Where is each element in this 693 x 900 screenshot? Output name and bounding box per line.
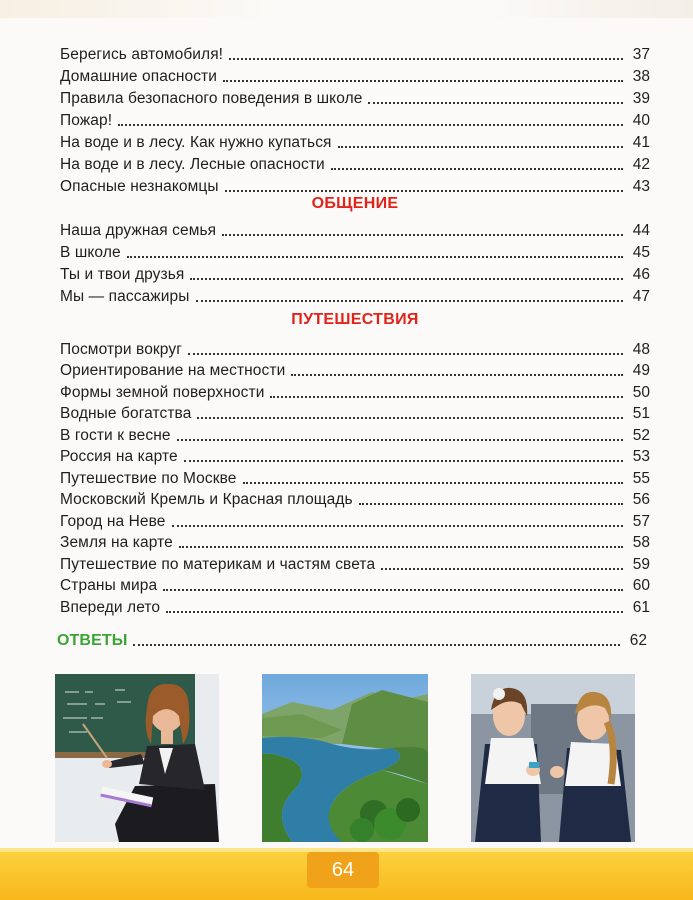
toc-item-page: 44 [632,222,650,239]
leader-dots [225,189,623,192]
toc-item[interactable] [60,42,650,64]
toc-item-title: Домашние опасности [60,68,218,85]
leader-dots [368,101,623,104]
leader-dots [331,167,623,170]
toc-item-title: Наша дружная семья [60,222,217,239]
toc-item-page: 59 [632,556,650,573]
toc-item[interactable] [60,530,650,552]
toc-item-page: 38 [632,68,650,85]
leader-dots [163,588,623,591]
toc-item-page: 42 [632,156,650,173]
leader-dots [197,416,623,419]
toc-item-page: 61 [632,599,650,616]
leader-dots [179,545,623,548]
toc-item-page: 58 [632,534,650,551]
toc-item-page: 43 [632,178,650,195]
toc-item-title: Правила безопасного поведения в школе [60,90,363,107]
leader-dots [223,79,623,82]
toc-item-title: Формы земной поверхности [60,384,265,401]
leader-dots [381,567,623,570]
toc-item[interactable] [60,401,650,423]
toc-item[interactable] [60,218,650,240]
toc-item-title: Страны мира [60,577,158,594]
leader-dots [172,524,623,527]
leader-dots [166,610,623,613]
toc-item-page: 46 [632,266,650,283]
leader-dots [177,438,623,441]
toc-item[interactable] [60,240,650,262]
schoolgirls-photo [471,674,635,842]
toc-item[interactable] [60,358,650,380]
toc-item-title: Мы — пассажиры [60,288,190,305]
toc-item-title: Впереди лето [60,599,161,616]
leader-dots [196,299,624,302]
leader-dots [127,255,623,258]
toc-item[interactable] [60,337,650,359]
toc-item[interactable] [60,466,650,488]
toc-item-page: 62 [629,632,647,649]
toc-item-page: 56 [632,491,650,508]
section-heading-travel: ПУТЕШЕСТВИЯ [291,311,419,328]
toc-item-page: 40 [632,112,650,129]
toc-item-title: Водные богатства [60,405,192,422]
leader-dots [338,145,623,148]
leader-dots [188,352,623,355]
toc-item-page: 57 [632,513,650,530]
toc-item-page: 55 [632,470,650,487]
toc-item-answers[interactable] [57,628,647,650]
toc-item[interactable] [60,487,650,509]
toc-item-title: Город на Неве [60,513,166,530]
toc-item-title: Россия на карте [60,448,178,465]
toc-item-title: В школе [60,244,121,261]
toc-item-page: 37 [632,46,650,63]
toc-item-page: 48 [632,341,650,358]
toc-item[interactable] [60,262,650,284]
toc-item[interactable] [60,86,650,108]
toc-item-page: 41 [632,134,650,151]
toc-item[interactable] [60,509,650,531]
toc-item-title: На воде и в лесу. Лесные опасности [60,156,325,173]
toc-item[interactable] [60,152,650,174]
leader-dots [270,395,623,398]
toc-item-page: 52 [632,427,650,444]
toc-item[interactable] [60,130,650,152]
toc-item-page: 39 [632,90,650,107]
toc-item[interactable] [60,380,650,402]
toc-item-title: ОТВЕТЫ [57,632,128,649]
toc-item[interactable] [60,573,650,595]
landscape-photo [262,674,428,842]
toc-item-title: Путешествие по Москве [60,470,237,487]
toc-item[interactable] [60,552,650,574]
teacher-photo [55,674,219,842]
toc-item-title: Ты и твои друзья [60,266,185,283]
toc-item-title: Берегись автомобиля! [60,46,224,63]
toc-item[interactable] [60,64,650,86]
toc-item-title: Путешествие по материкам и частям света [60,556,376,573]
toc-item-title: Опасные незнакомцы [60,178,219,195]
toc-item[interactable] [60,108,650,130]
leader-dots [291,373,623,376]
toc-item-page: 50 [632,384,650,401]
leader-dots [359,502,623,505]
toc-item[interactable] [60,595,650,617]
toc-item[interactable] [60,284,650,306]
toc-item-title: Московский Кремль и Красная площадь [60,491,353,508]
leader-dots [229,57,623,60]
toc-item-title: Ориентирование на местности [60,362,286,379]
leader-dots [222,233,623,236]
page-number: 64 [307,852,379,888]
toc-item-page: 47 [632,288,650,305]
toc-item-title: Земля на карте [60,534,173,551]
toc-item[interactable] [60,423,650,445]
toc-item-title: Пожар! [60,112,113,129]
toc-item-page: 53 [632,448,650,465]
leader-dots [190,277,623,280]
toc-item-title: Посмотри вокруг [60,341,182,358]
toc-item-page: 49 [632,362,650,379]
toc-item-title: В гости к весне [60,427,171,444]
leader-dots [184,459,623,462]
section-heading-communication: ОБЩЕНИЕ [311,195,399,212]
top-decoration [0,0,693,18]
toc-item[interactable] [60,174,650,196]
toc-item-title: На воде и в лесу. Как нужно купаться [60,134,332,151]
leader-dots [133,643,620,646]
toc-item-page: 60 [632,577,650,594]
leader-dots [118,123,623,126]
toc-item-page: 45 [632,244,650,261]
leader-dots [243,481,624,484]
toc-item[interactable] [60,444,650,466]
toc-item-page: 51 [632,405,650,422]
